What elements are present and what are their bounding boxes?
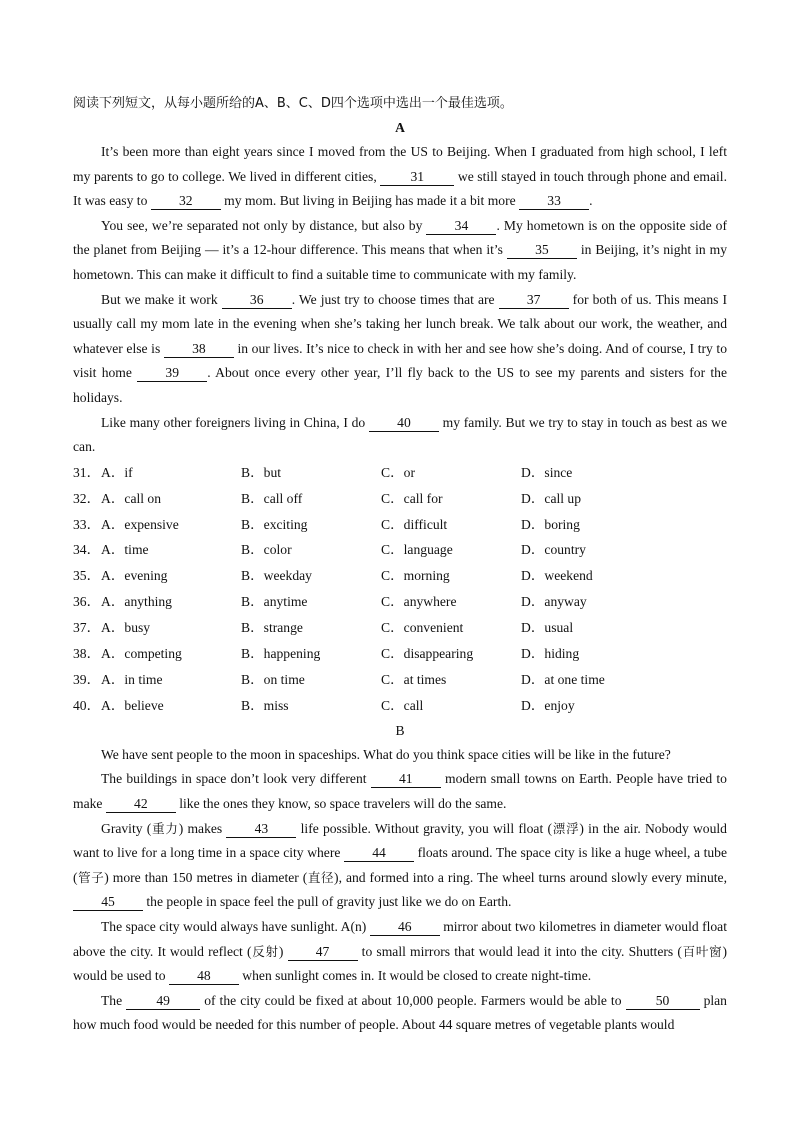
text-run: for both of us. This means I usually call my mom late in the evening when she’s taking her lunch break. We talk about our work, the weather, and whatever else is [73,291,727,356]
option-b: B．miss [241,697,289,713]
text-run: plan how much food would be needed for this number of people. About 44 square metres of vegetable plants would [73,992,727,1033]
blank-37: 37 [499,291,569,309]
text-run: The space city would always have sunlight. A(n) [101,918,370,934]
option-b: B．anytime [241,594,308,610]
option-c: C．morning [381,568,450,584]
text-run: of the city could be fixed at about 10,000 people. Farmers would be able to [200,992,626,1008]
option-d: D．call up [521,490,582,506]
blank-35: 35 [507,241,577,259]
option-c: C．call for [381,490,443,506]
blank-47: 47 [288,943,358,961]
question-row [73,667,727,693]
text-run: mirror about two kilometres in diameter would float above the city. It would reflect ( [73,918,727,959]
question-number: 35． [73,568,101,584]
question-row [73,641,727,667]
passage-a-paragraph-3 [73,288,727,411]
blank-42: 42 [106,795,176,813]
blank-48: 48 [169,967,239,985]
option-d: D．boring [521,516,580,532]
text-run: to small mirrors that would lead it into the city. Shutters ( [357,943,682,959]
passage-b-paragraph-5 [73,989,727,1038]
question-options-list [73,460,727,719]
text-run: ), and formed into a ring. The wheel turns around slowly every minute, [334,869,727,885]
question-row [73,486,727,512]
question-number: 32． [73,490,101,506]
option-d: D．since [521,464,573,480]
question-row [73,693,727,719]
option-b: B．happening [241,646,321,662]
blank-50: 50 [626,992,700,1010]
text-run: ) [278,943,288,959]
question-row [73,537,727,563]
blank-43: 43 [226,820,296,838]
text-run: The [101,992,127,1008]
instruction-text: 阅读下列短文，从每小题所给的A、B、C、D四个选项中选出一个最佳选项。 [73,96,513,111]
passage-b-paragraph-2 [73,767,727,816]
question-number: 38． [73,646,101,662]
text-run: But we make it work [101,291,222,307]
blank-45: 45 [73,893,143,911]
blank-32: 32 [151,192,221,210]
text-run: . About once every other year, I’ll fly back to the US to see my parents and sisters for the holidays. [73,365,728,405]
question-number: 40． [73,697,101,713]
option-c: C．convenient [381,620,464,636]
option-d: D．hiding [521,646,580,662]
text-run: like the ones they know, so space travelers will do the same. [175,795,507,811]
blank-46: 46 [370,918,440,936]
text-run: Like many other foreigners living in China, I do [101,414,369,430]
option-a: A．call on [101,490,162,506]
text-run: You see, we’re separated not only by distance, but also by [101,217,427,233]
option-b: B．call off [241,490,303,506]
chinese-gloss: 百叶窗 [681,943,723,959]
text-run: . We just try to choose times that are [291,291,499,307]
option-a: A．anything [101,594,172,610]
option-c: C．at times [381,671,447,687]
text-run: . [589,193,593,209]
chinese-gloss: 直径 [307,869,335,885]
document-page [73,92,727,1038]
chinese-gloss: 漂浮 [551,820,580,836]
option-a: A．busy [101,620,151,636]
option-b: B．color [241,542,292,558]
question-number: 37． [73,620,101,636]
option-a: A．time [101,542,149,558]
text-run: in our lives. It’s nice to check in with her and see how she’s doing. And of course, I try to visit home [73,340,727,381]
blank-40: 40 [369,414,439,432]
option-c: C．anywhere [381,594,457,610]
text-run: ) would be used to [73,943,727,984]
passage-a-paragraph-1 [73,140,727,214]
text-run: The buildings in space don’t look very different [101,771,371,787]
question-number: 36． [73,594,101,610]
question-row [73,512,727,538]
question-row [73,615,727,641]
blank-49: 49 [126,992,200,1010]
option-c: C．language [381,542,453,558]
option-d: D．anyway [521,594,587,610]
question-row [73,563,727,589]
text-run: my family. But we try to stay in touch as best as we can. [73,414,727,455]
passage-a-heading: A [395,120,405,135]
text-run: . My hometown is on the opposite side of the planet from Beijing — it’s a 12-hour difference. This means that when it’s [73,217,727,258]
text-run: life possible. Without gravity, you will float ( [296,820,552,836]
blank-36: 36 [222,291,292,309]
chinese-gloss: 管子 [77,869,105,885]
passage-b-heading: B [395,722,405,738]
text-run: ) in the air. Nobody would want to live for a long time in a space city where [73,820,727,861]
option-b: B．strange [241,620,303,636]
question-row [73,589,727,615]
text-run: we still stayed in touch through phone and email. It was easy to [73,168,727,209]
passage-b-paragraph-3 [73,817,727,915]
text-run: Gravity ( [101,820,152,836]
option-b: B．but [241,464,282,480]
blank-34: 34 [426,217,496,235]
passage-b-paragraph-1: We have sent people to the moon in spaceships. What do you think space cities will be like in the future? [101,746,671,762]
question-row [73,460,727,486]
option-c: C．difficult [381,516,448,532]
text-run: the people in space feel the pull of gravity just like we do on Earth. [143,894,512,910]
option-d: D．usual [521,620,574,636]
option-b: B．exciting [241,516,308,532]
passage-b-paragraph-4 [73,915,727,989]
option-b: B．on time [241,671,305,687]
blank-31: 31 [380,168,454,186]
option-d: D．country [521,542,586,558]
question-number: 34． [73,542,101,558]
option-d: D．at one time [521,671,605,687]
question-number: 31． [73,464,101,480]
blank-39: 39 [137,364,207,382]
text-run: ) makes [178,820,227,836]
option-a: A．believe [101,697,164,713]
text-run: my mom. But living in Beijing has made it a bit more [220,193,520,209]
blank-33: 33 [519,192,589,210]
text-run: floats around. The space city is like a huge wheel, a tube ( [73,845,727,885]
passage-a-paragraph-4 [73,411,727,460]
option-a: A．in time [101,671,163,687]
chinese-gloss: 反射 [251,943,279,959]
option-d: D．enjoy [521,697,575,713]
option-c: C．disappearing [381,646,474,662]
blank-44: 44 [344,844,414,862]
option-c: C．or [381,464,415,480]
question-number: 33． [73,516,101,532]
text-run: when sunlight comes in. It would be closed to create night-time. [238,968,592,984]
text-run: It’s been more than eight years since I moved from the US to Beijing. When I graduated from high school, I left my parents to go to college. We lived in different cities, [73,144,727,184]
text-run: ) more than 150 metres in diameter ( [104,869,308,885]
option-a: A．expensive [101,516,179,532]
text-run: modern small towns on Earth. People have tried to make [73,771,727,811]
passage-a-paragraph-2 [73,214,727,288]
option-a: A．evening [101,568,168,584]
blank-41: 41 [371,770,441,788]
text-run: in Beijing, it’s night in my hometown. This can make it difficult to find a suitable time to communicate with my family. [73,242,727,282]
blank-38: 38 [164,340,234,358]
question-number: 39． [73,671,101,687]
chinese-gloss: 重力 [151,820,179,836]
option-a: A．if [101,464,133,480]
option-a: A．competing [101,646,182,662]
option-d: D．weekend [521,568,593,584]
option-c: C．call [381,697,424,713]
option-b: B．weekday [241,568,312,584]
